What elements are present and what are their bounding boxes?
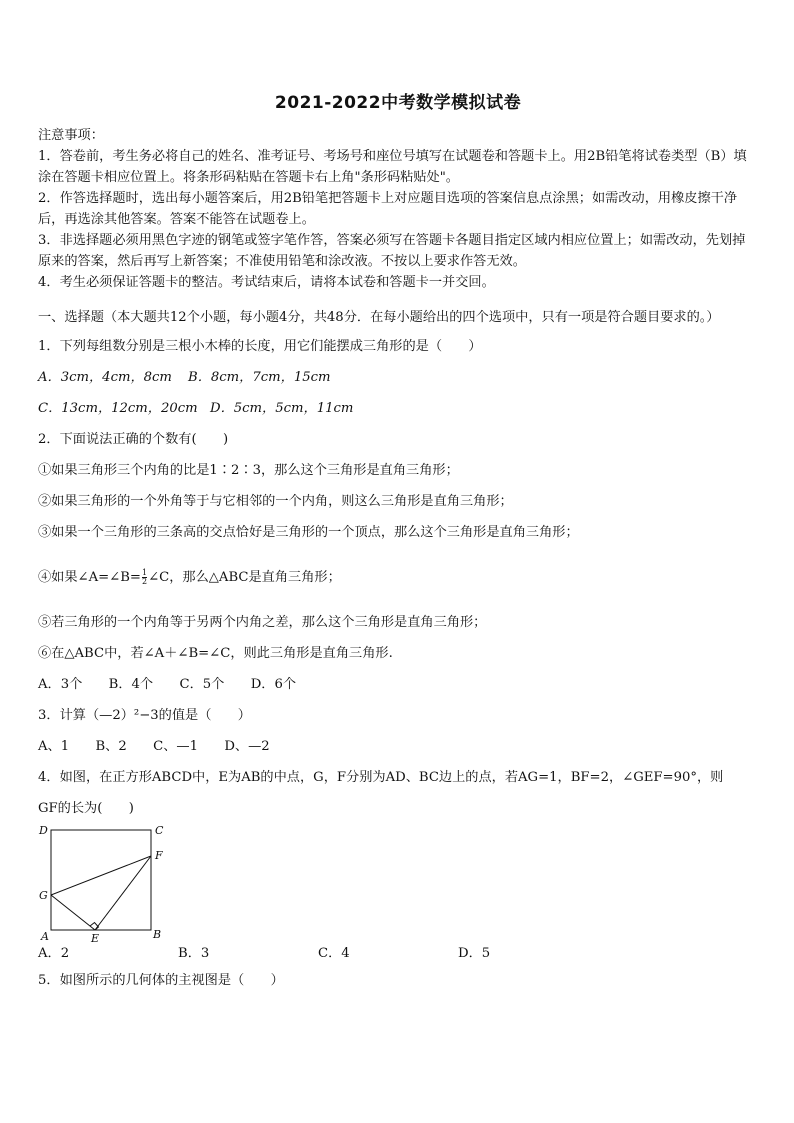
fraction-denominator: 2 <box>141 577 148 586</box>
q2-stem: 2．下面说法正确的个数有( ) <box>38 432 229 447</box>
notice-heading: 注意事项： <box>38 128 104 143</box>
q2-statement-1: ①如果三角形三个内角的比是1∶2∶3，那么这个三角形是直角三角形； <box>38 463 459 478</box>
page-title: 2021-2022中考数学模拟试卷 <box>274 93 522 113</box>
q4-figure <box>38 823 178 943</box>
segment-ge <box>51 895 95 930</box>
q2-statement-4 <box>38 567 758 588</box>
q2-statement-6: ⑥在△ABC中，若∠A＋∠B=∠C，则此三角形是直角三角形. <box>38 646 393 661</box>
q1-option-a: A．3cm，4cm，8cm <box>38 370 172 385</box>
q4-option-d: D．5 <box>458 946 491 961</box>
notice-item-1: 1．答卷前，考生务必将自己的姓名、准考证号、考场号和座位号填写在试题卷和答题卡上。用2B铅笔将试卷类型（B）填涂在答题卡相应位置上。将条形码粘贴在答题卡右上角"条形码粘贴处"。 <box>38 149 747 185</box>
q5-stem: 5．如图所示的几何体的主视图是（ ） <box>38 973 284 988</box>
label-a: A <box>41 930 49 943</box>
q1-options-row1 <box>38 367 758 388</box>
label-e: E <box>91 932 100 943</box>
q4-option-c: C．4 <box>318 946 350 961</box>
q4-option-a: A．2 <box>38 946 70 961</box>
q1-option-b: B．8cm，7cm，15cm <box>188 370 331 385</box>
notice-item-2: 2．作答选择题时，选出每小题答案后，用2B铅笔把答题卡上对应题目选项的答案信息点涂黑；如需改动，用橡皮擦干净后，再选涂其他答案。答案不能答在试题卷上。 <box>38 191 738 227</box>
q2-statement-3: ③如果一个三角形的三条高的交点恰好是三角形的一个顶点，那么这个三角形是直角三角形； <box>38 525 579 540</box>
q3-stem: 3．计算（—2）²−3的值是（ ） <box>38 708 251 723</box>
q2-s4-prefix: ④如果∠A=∠B= <box>38 570 141 585</box>
square-diagram <box>38 823 178 943</box>
label-d: D <box>39 824 48 837</box>
q2-statement-5: ⑤若三角形的一个内角等于另两个内角之差，那么这个三角形是直角三角形； <box>38 615 487 630</box>
q3-options: A、1 B、2 C、—1 D、—2 <box>38 739 270 754</box>
q4-stem-line1: 4．如图，在正方形ABCD中，E为AB的中点，G，F分别为AD、BC边上的点，若AG=1，BF=2，∠GEF=90°，则 <box>38 770 724 785</box>
square-abcd <box>51 830 151 930</box>
notice-item-4: 4．考生必须保证答题卡的整洁。考试结束后，请将本试卷和答题卡一并交回。 <box>38 275 495 290</box>
q4-stem-line2: GF的长为( ) <box>38 801 134 816</box>
q1-option-d: D．5cm，5cm，11cm <box>210 401 354 416</box>
label-g: G <box>39 889 48 902</box>
q2-statement-2: ②如果三角形的一个外角等于与它相邻的一个内角，则这么三角形是直角三角形； <box>38 494 513 509</box>
label-b: B <box>153 928 162 941</box>
q4-option-b: B．3 <box>178 946 210 961</box>
q4-options <box>38 943 758 964</box>
q1-options-row2 <box>38 398 758 419</box>
notice-item-3: 3．非选择题必须用黑色字迹的钢笔或签字笔作答，答案必须写在答题卡各题目指定区域内相应位置上；如需改动，先划掉原来的答案，然后再写上新答案；不准使用铅笔和涂改液。不按以上要求作答无效。 <box>38 233 746 269</box>
exam-page <box>38 88 758 991</box>
label-c: C <box>155 824 164 837</box>
label-f: F <box>155 849 163 862</box>
fraction-one-half <box>142 569 147 586</box>
q2-options: A．3个 B．4个 C．5个 D．6个 <box>38 677 297 692</box>
q1-option-c: C．13cm，12cm，20cm <box>38 401 198 416</box>
fraction-numerator: 1 <box>141 568 148 577</box>
q1-stem: 1．下列每组数分别是三根小木棒的长度，用它们能摆成三角形的是（ ） <box>38 339 482 354</box>
q2-s4-suffix: ∠C，那么△ABC是直角三角形； <box>148 570 341 585</box>
section-heading: 一、选择题（本大题共12个小题，每小题4分，共48分．在每小题给出的四个选项中，只有一项是符合题目要求的。） <box>38 310 720 325</box>
